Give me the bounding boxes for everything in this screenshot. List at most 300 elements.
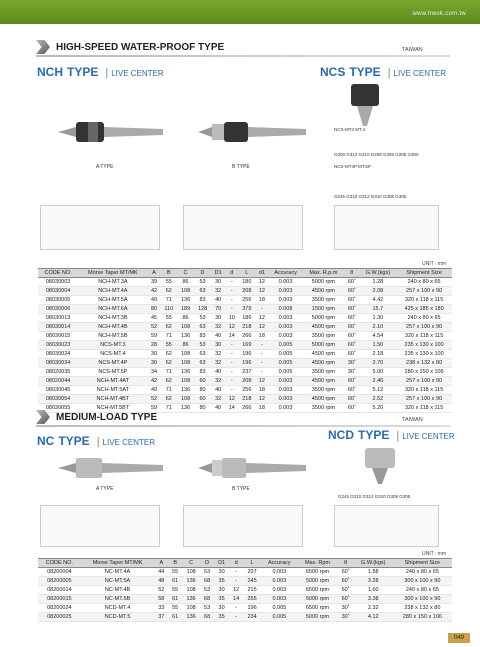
table-cell: 40 xyxy=(211,386,225,395)
table-cell: 1.50 xyxy=(360,341,397,350)
table-row xyxy=(38,296,452,305)
table-cell: 08030005 xyxy=(38,296,78,305)
table-cell: 59 xyxy=(148,332,161,341)
table-cell: 4500 rpm xyxy=(303,287,344,296)
table-cell: 18 xyxy=(255,296,268,305)
table-cell: 320 x 118 x 115 xyxy=(396,296,452,305)
table-cell: 63 xyxy=(194,350,211,359)
table-cell: NCH-MT.5AT xyxy=(78,386,147,395)
table-cell: 238 x 132 x 80 xyxy=(396,359,452,368)
table-cell: 08030015 xyxy=(38,332,78,341)
nc-a-type-image xyxy=(58,450,168,485)
table-cell: 14 xyxy=(225,404,238,413)
table-cell: 52 xyxy=(148,395,161,404)
table-cell: 257 x 100 x 90 xyxy=(396,377,452,386)
table-cell: 238 x 132 x 80 xyxy=(393,604,452,613)
table-cell: 3.38 xyxy=(354,595,393,604)
table-row xyxy=(38,395,452,404)
table-cell: 71 xyxy=(161,404,177,413)
table-cell: 18 xyxy=(255,332,268,341)
table-cell: 12 xyxy=(255,287,268,296)
column-header: Accuracy xyxy=(268,269,302,278)
table-cell: 0.003 xyxy=(261,577,297,586)
table-row xyxy=(38,305,452,314)
table-cell: - xyxy=(225,287,238,296)
table-cell: 14 xyxy=(229,595,243,604)
table-cell: 3500 rpm xyxy=(303,332,344,341)
table-cell: 08200005 xyxy=(38,577,81,586)
table-cell: 62 xyxy=(161,350,177,359)
table-cell: 136 xyxy=(182,613,200,622)
table-cell: 08030006 xyxy=(38,305,78,314)
table-cell: 4500 rpm xyxy=(303,395,344,404)
table-cell: 44 xyxy=(154,568,168,577)
table-cell: 234 xyxy=(243,613,261,622)
column-header: θ xyxy=(344,269,359,278)
table-cell: 71 xyxy=(161,368,177,377)
table-cell: - xyxy=(229,568,243,577)
table-cell: 35 xyxy=(214,577,229,586)
table-cell: 2.32 xyxy=(354,604,393,613)
table-cell: 60˚ xyxy=(337,577,353,586)
table-cell: 12 xyxy=(255,314,268,323)
column-header: Max. Rpm xyxy=(298,559,338,568)
table-cell: 30˚ xyxy=(344,359,359,368)
table-row xyxy=(38,314,452,323)
table-cell: 32 xyxy=(211,377,225,386)
table-cell: - xyxy=(225,341,238,350)
ncd-image xyxy=(340,446,420,486)
table-cell: 86 xyxy=(177,278,194,287)
table-cell: 18 xyxy=(255,404,268,413)
column-header: d xyxy=(229,559,243,568)
table-cell: - xyxy=(229,613,243,622)
table-cell: 55 xyxy=(161,278,177,287)
column-header: D1 xyxy=(214,559,229,568)
table-cell: 49 xyxy=(148,386,161,395)
section-title: HIGH-SPEED WATER-PROOF TYPE xyxy=(36,40,224,54)
table-cell: NCH-MT.3B xyxy=(78,314,147,323)
table-cell: 62 xyxy=(161,377,177,386)
table-cell: - xyxy=(225,368,238,377)
table-cell: 80 xyxy=(148,305,161,314)
table-cell: 5000 rpm xyxy=(303,314,344,323)
table-row xyxy=(38,386,452,395)
table-cell: 2.52 xyxy=(360,395,397,404)
table-cell: 3500 rpm xyxy=(303,386,344,395)
table-cell: NCS-MT.3 xyxy=(78,341,147,350)
table-cell: 35 xyxy=(214,613,229,622)
table-cell: - xyxy=(225,377,238,386)
table-cell: - xyxy=(255,368,268,377)
table-cell: 40 xyxy=(211,332,225,341)
table-cell: 71 xyxy=(161,296,177,305)
table-cell: 08030023 xyxy=(38,341,78,350)
table-cell: 0.003 xyxy=(268,404,302,413)
table-cell: 218 xyxy=(238,323,255,332)
table-cell: 12 xyxy=(255,377,268,386)
table-row xyxy=(38,278,452,287)
table-cell: 266 xyxy=(238,332,255,341)
table-cell: 196 xyxy=(238,350,255,359)
table-cell: 53 xyxy=(200,586,214,595)
table-cell: 30˚ xyxy=(344,368,359,377)
table-cell: 52 xyxy=(154,586,168,595)
table-cell: 30 xyxy=(214,568,229,577)
top-banner xyxy=(0,0,480,24)
table-cell: 256 xyxy=(238,296,255,305)
table-cell: 3500 rpm xyxy=(303,404,344,413)
table-cell: 280 x 150 x 106 xyxy=(393,613,452,622)
table-cell: - xyxy=(225,296,238,305)
column-header: Max. R.p.m xyxy=(303,269,344,278)
table-cell: 4.54 xyxy=(360,332,397,341)
table-cell: 48 xyxy=(154,577,168,586)
table-cell: 196 xyxy=(243,604,261,613)
table-cell: 5000 rpm xyxy=(298,595,338,604)
table-cell: 136 xyxy=(177,404,194,413)
table-cell: 60 xyxy=(194,377,211,386)
a-type-caption: A TYPE xyxy=(96,486,114,492)
table-cell: 2.70 xyxy=(360,359,397,368)
table-cell: 0.005 xyxy=(268,359,302,368)
page-number: 049 xyxy=(448,633,470,643)
table-cell: 136 xyxy=(177,332,194,341)
table-cell: 108 xyxy=(182,604,200,613)
table-cell: 30 xyxy=(211,278,225,287)
table-cell: 61 xyxy=(168,613,182,622)
table-cell: 108 xyxy=(182,586,200,595)
chevron-icon xyxy=(36,410,50,424)
table-cell: 5000 rpm xyxy=(298,613,338,622)
table-cell: 60˚ xyxy=(337,568,353,577)
table-cell: 280 x 150 x 106 xyxy=(396,368,452,377)
column-header: C xyxy=(177,269,194,278)
table-cell: 08030054 xyxy=(38,395,78,404)
nc-b-type-image xyxy=(198,450,308,485)
table-cell: 3.28 xyxy=(354,577,393,586)
table-cell: 83 xyxy=(194,296,211,305)
table-cell: 60˚ xyxy=(344,323,359,332)
table-cell: 4.12 xyxy=(354,613,393,622)
table-cell: NCH-MT.6A xyxy=(78,305,147,314)
table-cell: 08030024 xyxy=(38,350,78,359)
table-cell: NCS-MT.4P xyxy=(78,359,147,368)
table-cell: 53 xyxy=(194,314,211,323)
table-cell: 208 xyxy=(238,377,255,386)
attachment-title-2: NCS-MT4P MT.5P xyxy=(334,164,371,169)
table-row xyxy=(38,359,452,368)
column-header: G.W.(kgs) xyxy=(360,269,397,278)
technical-drawing-a xyxy=(40,205,160,250)
table-cell: 40 xyxy=(211,296,225,305)
table-cell: NC-MT.5A xyxy=(81,577,155,586)
table-cell: - xyxy=(225,359,238,368)
nch-heading: NCH TYPE | LIVE CENTER xyxy=(37,65,164,79)
table-cell: 63 xyxy=(194,359,211,368)
table-cell: 62 xyxy=(161,287,177,296)
table-cell: 186 xyxy=(238,314,255,323)
table-cell: 255 xyxy=(243,595,261,604)
table-cell: 10 xyxy=(225,314,238,323)
table-cell: 4500 rpm xyxy=(303,350,344,359)
column-header: G.W.(kgs) xyxy=(354,559,393,568)
table-cell: 0.005 xyxy=(261,613,297,622)
table-cell: 12 xyxy=(255,323,268,332)
table-cell: 60˚ xyxy=(344,395,359,404)
column-header: CODE NO. xyxy=(38,269,78,278)
column-header: L xyxy=(238,269,255,278)
table-cell: 196 xyxy=(238,359,255,368)
table-cell: 08030013 xyxy=(38,314,78,323)
table-cell: 240 x 80 x 65 xyxy=(393,586,452,595)
table-cell: 2.46 xyxy=(360,377,397,386)
column-header: C xyxy=(182,559,200,568)
column-header: d1 xyxy=(255,269,268,278)
table-cell: - xyxy=(255,359,268,368)
column-header: A xyxy=(148,269,161,278)
region-label: TAIWAN xyxy=(402,47,423,53)
column-header: L xyxy=(243,559,261,568)
column-header: B xyxy=(168,559,182,568)
table-cell: 4500 rpm xyxy=(303,359,344,368)
table-cell: 189 xyxy=(177,305,194,314)
table-cell: 70 xyxy=(211,305,225,314)
table-cell: 2.18 xyxy=(360,350,397,359)
table-cell: 53 xyxy=(200,604,214,613)
table-cell: 39 xyxy=(148,278,161,287)
table-cell: 80 xyxy=(194,404,211,413)
table-cell: NC-MT.4A xyxy=(81,568,155,577)
table-row xyxy=(38,323,452,332)
table-cell: 30˚ xyxy=(337,613,353,622)
table-cell: 08020044 xyxy=(38,377,78,386)
table-cell: 1500 rpm xyxy=(303,305,344,314)
table-cell: 320 x 118 x 115 xyxy=(396,404,452,413)
table-cell: 5.12 xyxy=(360,386,397,395)
table-cell: 320 x 118 x 115 xyxy=(396,386,452,395)
table-cell: 60˚ xyxy=(344,386,359,395)
column-header: d xyxy=(225,269,238,278)
table-cell: 12 xyxy=(225,395,238,404)
table-cell: 5000 rpm xyxy=(298,577,338,586)
table-cell: 30 xyxy=(214,586,229,595)
table-cell: 60˚ xyxy=(344,377,359,386)
table-cell: NC-MT.5B xyxy=(81,595,155,604)
table-cell: NCH-MT.5A xyxy=(78,296,147,305)
table-cell: 208 xyxy=(238,287,255,296)
table-cell: 58 xyxy=(154,595,168,604)
table-cell: 60˚ xyxy=(344,350,359,359)
table-cell: 62 xyxy=(161,359,177,368)
table-cell: 1.30 xyxy=(360,314,397,323)
table-cell: 08030014 xyxy=(38,323,78,332)
column-header: Shipment Size xyxy=(396,269,452,278)
table-cell: 6500 rpm xyxy=(298,586,338,595)
table-cell: 108 xyxy=(177,395,194,404)
table-cell: 5.20 xyxy=(360,404,397,413)
table-cell: 5000 rpm xyxy=(303,341,344,350)
table-cell: 68 xyxy=(200,577,214,586)
table-cell: 30 xyxy=(211,314,225,323)
table-row xyxy=(38,568,452,577)
table-cell: 08200015 xyxy=(38,595,81,604)
attachment-codes-3: G245 G310 G312 G310 G308 G305 xyxy=(338,494,411,499)
table-cell: 80 xyxy=(194,386,211,395)
table-row xyxy=(38,586,452,595)
technical-drawing-nc-a xyxy=(40,505,160,547)
table-cell: 40 xyxy=(211,404,225,413)
table-cell: 08030003 xyxy=(38,278,78,287)
table-cell: NCH-MT.4AT xyxy=(78,377,147,386)
table-cell: NCH-MT.5BT xyxy=(78,404,147,413)
table-cell: 52 xyxy=(148,323,161,332)
table-cell: NCH-MT.5B xyxy=(78,332,147,341)
table-cell: 32 xyxy=(211,395,225,404)
table-cell: 30 xyxy=(148,359,161,368)
table-cell: 180 xyxy=(238,278,255,287)
table-cell: - xyxy=(225,278,238,287)
spec-table-1 xyxy=(38,268,452,413)
table-cell: 61 xyxy=(168,577,182,586)
table-cell: 0.008 xyxy=(268,305,302,314)
table-cell: 30 xyxy=(148,350,161,359)
table-cell: 0.003 xyxy=(268,296,302,305)
table-cell: 108 xyxy=(177,323,194,332)
table-row xyxy=(38,332,452,341)
table-cell: 68 xyxy=(200,613,214,622)
column-header: Morse Taper MT/MK xyxy=(78,269,147,278)
table-cell: 12 xyxy=(229,586,243,595)
table-cell: 08030045 xyxy=(38,386,78,395)
table-cell: 0.003 xyxy=(268,386,302,395)
ncs-heading: NCS TYPE | LIVE CENTER xyxy=(320,65,447,79)
table-cell: 30 xyxy=(211,341,225,350)
table-cell: NCH-MT.4B xyxy=(78,323,147,332)
table-cell: 63 xyxy=(194,323,211,332)
table-cell: - xyxy=(255,341,268,350)
table-row xyxy=(38,595,452,604)
attachment-codes-2: G245 G310 G312 G310 G308 G305 xyxy=(334,194,407,199)
column-header: D xyxy=(194,269,211,278)
section-title-2: MEDIUM-LOAD TYPE xyxy=(36,410,157,424)
table-cell: 0.003 xyxy=(261,568,297,577)
table-cell: 257 x 100 x 90 xyxy=(396,287,452,296)
table-cell: 266 xyxy=(238,404,255,413)
table-cell: 61 xyxy=(168,595,182,604)
table-cell: 0.003 xyxy=(261,586,297,595)
table-cell: 5.00 xyxy=(360,368,397,377)
table-cell: 1.28 xyxy=(360,278,397,287)
table-cell: 08030034 xyxy=(38,359,78,368)
table-cell: 5000 rpm xyxy=(303,278,344,287)
table-cell: 4.42 xyxy=(360,296,397,305)
website-url: www.hwok.com.tw xyxy=(412,11,466,17)
unit-label: UNIT : mm xyxy=(422,261,447,267)
table-cell: NCH-MT.3A xyxy=(78,278,147,287)
nc-heading: NC TYPE | LIVE CENTER xyxy=(37,434,156,448)
b-type-caption: B TYPE xyxy=(232,164,250,170)
table-cell: 237 xyxy=(238,368,255,377)
table-cell: 110 xyxy=(161,305,177,314)
table-cell: 128 xyxy=(194,305,211,314)
table-cell: 60˚ xyxy=(344,404,359,413)
table-cell: 42 xyxy=(148,377,161,386)
table-cell: 207 xyxy=(243,568,261,577)
table-cell: 30 xyxy=(214,604,229,613)
table-cell: 257 x 100 x 90 xyxy=(396,395,452,404)
table-cell: 240 x 80 x 65 xyxy=(396,278,452,287)
table-cell: 6500 rpm xyxy=(298,604,338,613)
table-cell: NCS-MT.4 xyxy=(78,350,147,359)
table-cell: 08200025 xyxy=(38,613,81,622)
table-cell: 12 xyxy=(255,278,268,287)
table-cell: 60˚ xyxy=(344,305,359,314)
technical-drawing-ncs xyxy=(334,205,439,250)
table-cell: 300 x 100 x 90 xyxy=(393,595,452,604)
table-cell: 08030004 xyxy=(38,287,78,296)
table-cell: 6500 rpm xyxy=(298,568,338,577)
table-cell: 60˚ xyxy=(344,287,359,296)
table-cell: 32 xyxy=(211,350,225,359)
table-row xyxy=(38,350,452,359)
table-cell: - xyxy=(229,577,243,586)
table-cell: 1.60 xyxy=(354,586,393,595)
table-cell: 45 xyxy=(148,314,161,323)
table-cell: 235 x 130 x 100 xyxy=(396,341,452,350)
table-cell: NCD-MT.5 xyxy=(81,613,155,622)
table-cell: 60˚ xyxy=(344,341,359,350)
table-cell: NCH-MT.4BT xyxy=(78,395,147,404)
table-cell: 218 xyxy=(238,395,255,404)
table-cell: - xyxy=(255,350,268,359)
table-cell: 0.005 xyxy=(261,604,297,613)
table-cell: 14 xyxy=(225,332,238,341)
table-cell: 08200014 xyxy=(38,586,81,595)
table-cell: - xyxy=(255,305,268,314)
column-header: D1 xyxy=(211,269,225,278)
table-cell: 1.58 xyxy=(354,568,393,577)
table-cell: 240 x 80 x 65 xyxy=(396,314,452,323)
table-cell: 49 xyxy=(148,296,161,305)
table-cell: 33 xyxy=(154,604,168,613)
attachment-codes-1: G300 G312 G310 G208 G305 G205 G300 xyxy=(334,152,419,157)
table-cell: NCH-MT.4A xyxy=(78,287,147,296)
table-cell: 08200004 xyxy=(38,568,81,577)
technical-drawing-nc-b xyxy=(183,505,303,547)
table-cell: 0.003 xyxy=(268,332,302,341)
column-header: D xyxy=(200,559,214,568)
table-cell: 08020035 xyxy=(38,368,78,377)
spec-table-2 xyxy=(38,558,452,622)
table-cell: 0.003 xyxy=(268,314,302,323)
table-cell: 0.003 xyxy=(268,287,302,296)
table-cell: 0.003 xyxy=(268,278,302,287)
table-cell: 32 xyxy=(211,323,225,332)
table-cell: 55 xyxy=(168,604,182,613)
ncs-image xyxy=(345,82,385,127)
ncd-heading: NCD TYPE | LIVE CENTER xyxy=(328,428,455,442)
table-cell: 2.10 xyxy=(360,323,397,332)
table-cell: 257 x 100 x 90 xyxy=(396,323,452,332)
table-cell: 60˚ xyxy=(337,595,353,604)
table-cell: 34 xyxy=(148,368,161,377)
table-cell: 0.005 xyxy=(268,341,302,350)
unit-label: UNIT : mm xyxy=(422,551,447,557)
table-cell: 71 xyxy=(161,332,177,341)
table-cell: 300 x 100 x 90 xyxy=(393,577,452,586)
table-row xyxy=(38,341,452,350)
